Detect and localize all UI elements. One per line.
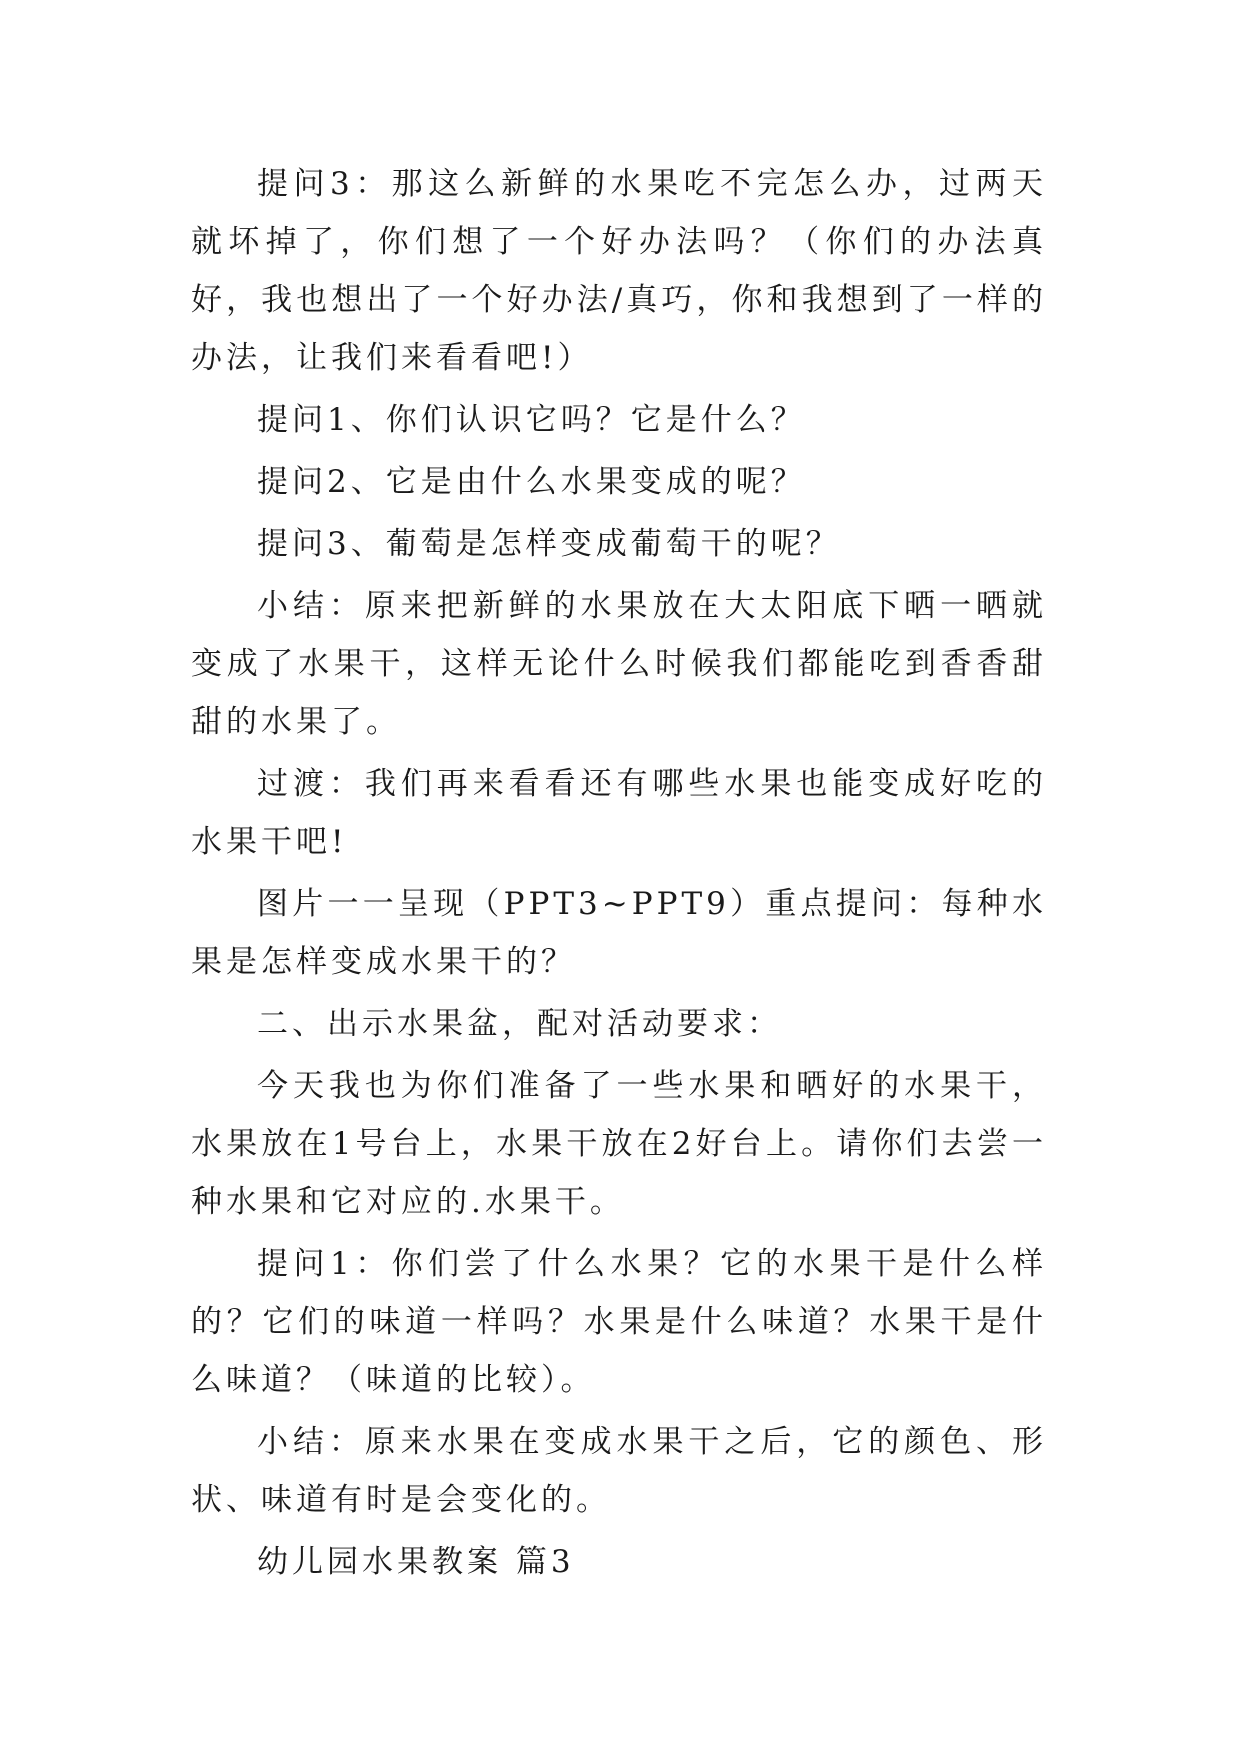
paragraph-tasting-activity: 今天我也为你们准备了一些水果和晒好的水果干，水果放在1号台上，水果干放在2好台上。请你们去尝一种水果和它对应的.水果干。 (191, 1068, 1047, 1220)
paragraph-question-3-preserve: 提问3：那这么新鲜的水果吃不完怎么办，过两天就坏掉了，你们想了一个好办法吗？（你们的办法真好，我也想出了一个好办法/真巧，你和我想到了一样的办法，让我们来看看吧!） (191, 166, 1047, 376)
paragraph-section-two-heading: 二、出示水果盆，配对活动要求： (257, 1006, 782, 1042)
paragraph-picture-presentation: 图片一一呈现（PPT3~PPT9）重点提问：每种水果是怎样变成水果干的？ (191, 886, 1047, 980)
paragraph-question-3-grapes: 提问3、葡萄是怎样变成葡萄干的呢？ (257, 526, 841, 562)
section-heading-lesson-3: 幼儿园水果教案 篇3 (257, 1544, 575, 1580)
paragraph-question-2-source-fruit: 提问2、它是由什么水果变成的呢？ (257, 464, 806, 500)
paragraph-question-1-taste: 提问1：你们尝了什么水果？它的水果干是什么样的？它们的味道一样吗？水果是什么味道？水果干是什么味道？（味道的比较）。 (191, 1246, 1047, 1398)
paragraph-summary-changes: 小结：原来水果在变成水果干之后，它的颜色、形状、味道有时是会变化的。 (191, 1424, 1047, 1518)
paragraph-transition: 过渡：我们再来看看还有哪些水果也能变成好吃的水果干吧! (191, 766, 1047, 860)
paragraph-question-1-recognize: 提问1、你们认识它吗？它是什么？ (257, 402, 806, 438)
paragraph-summary-drying: 小结：原来把新鲜的水果放在大太阳底下晒一晒就变成了水果干，这样无论什么时候我们都能吃到香香甜甜的水果了。 (191, 588, 1047, 740)
document-body (191, 155, 1047, 1595)
